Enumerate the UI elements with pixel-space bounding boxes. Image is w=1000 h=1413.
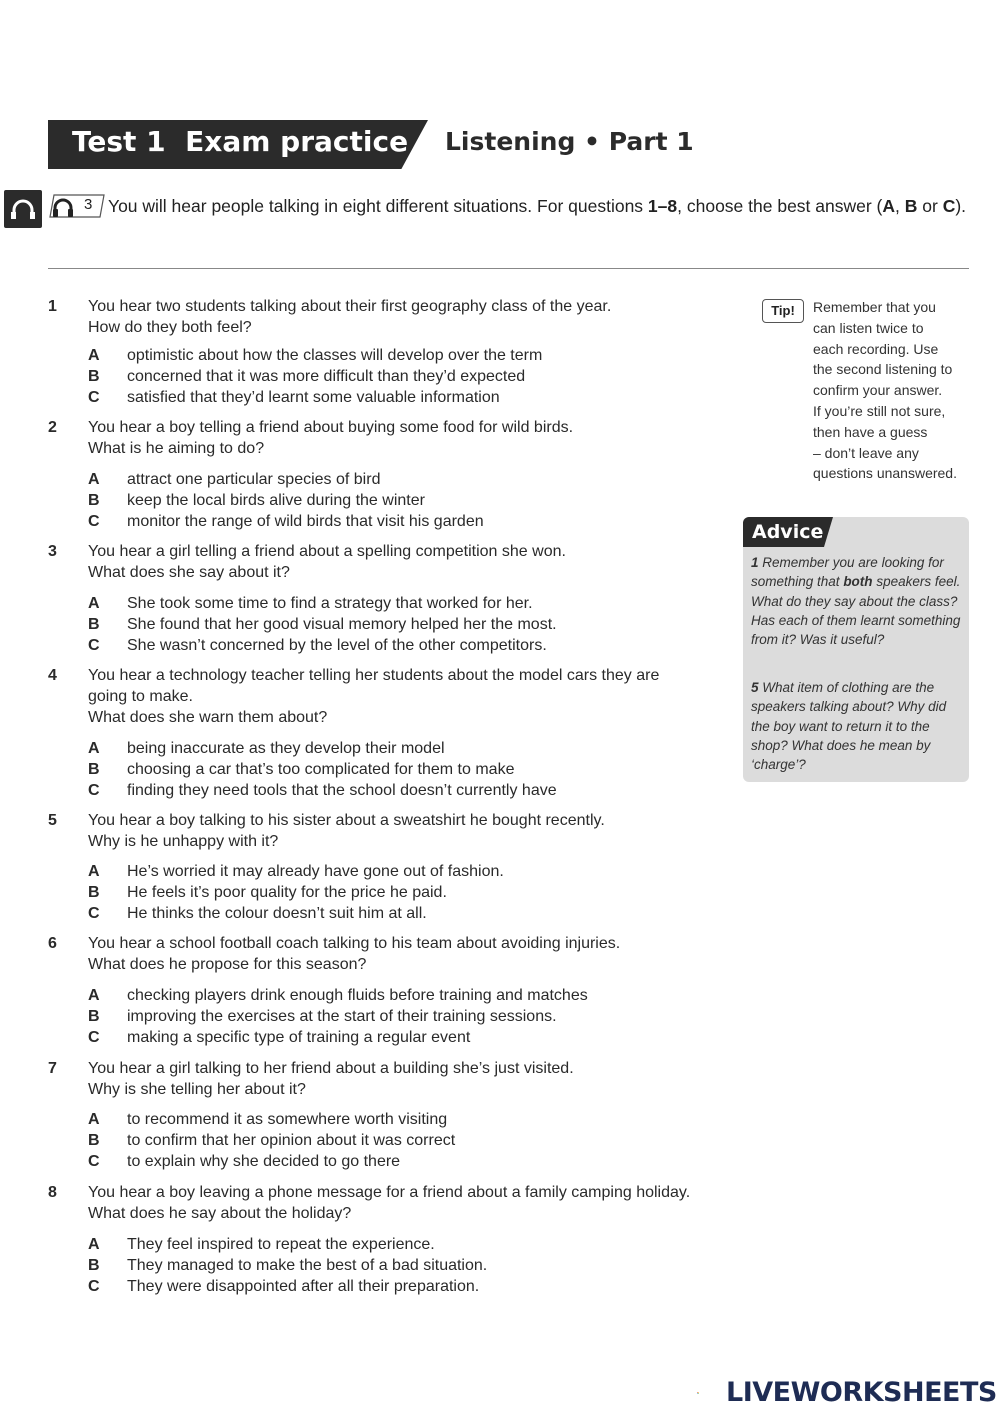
option-letter: A <box>88 740 100 757</box>
option-letter: C <box>88 1278 100 1295</box>
answer-option[interactable] <box>88 1255 748 1276</box>
answer-option[interactable] <box>88 387 748 408</box>
answer-options <box>88 1234 748 1297</box>
question-text-line: What does she say about it? <box>88 564 290 581</box>
question-text <box>88 665 748 728</box>
question-text-line: You hear a boy talking to his sister about a sweatshirt he bought recently. <box>88 812 605 829</box>
advice-text: What item of clothing are the speakers talking about? Why did the boy want to return it to the shop? What does he mean by ‘charge’? <box>751 680 947 773</box>
option-text: satisfied that they’d learnt some valuable information <box>127 389 500 406</box>
option-letter: A <box>88 347 100 364</box>
question-text-line: You hear a girl telling a friend about a spelling competition she won. <box>88 543 566 560</box>
option-letter: B <box>88 368 100 385</box>
option-text: making a specific type of training a regular event <box>127 1029 471 1046</box>
option-text: They were disappointed after all their preparation. <box>127 1278 480 1295</box>
question-number: 6 <box>48 935 57 952</box>
advice-text: speakers feel. What do they say about the class? Has each of them learnt something from it? Was it useful? <box>751 574 961 648</box>
instructions-text: or <box>917 196 943 216</box>
option-letter: B <box>88 1257 100 1274</box>
option-letter: A <box>88 471 100 488</box>
tip-text <box>813 297 978 484</box>
question-text-line: You hear two students talking about their first geography class of the year. <box>88 298 612 315</box>
question-text <box>88 541 748 583</box>
instructions-text: ). <box>955 196 967 216</box>
answer-options <box>88 593 748 656</box>
option-letter: C <box>88 389 100 406</box>
listening-side-tab <box>4 190 42 228</box>
answer-letter: C <box>942 196 956 216</box>
option-letter: B <box>88 492 100 509</box>
question-text <box>88 417 748 459</box>
option-letter: B <box>88 761 100 778</box>
answer-option[interactable] <box>88 490 748 511</box>
question-text-line: You hear a technology teacher telling her students about the model cars they are <box>88 667 660 684</box>
tip-line: – don’t leave any <box>813 444 919 461</box>
option-letter: B <box>88 884 100 901</box>
question-text-line: You hear a girl talking to her friend about a building she’s just visited. <box>88 1060 574 1077</box>
option-text: He’s worried it may already have gone out of fashion. <box>127 863 504 880</box>
option-text: She took some time to find a strategy that worked for her. <box>127 595 533 612</box>
tip-line: Remember that you <box>813 299 936 315</box>
answer-letter: A <box>882 196 896 216</box>
track-number: 3 <box>84 196 93 213</box>
option-text: monitor the range of wild birds that visit his garden <box>127 513 484 530</box>
option-letter: C <box>88 1029 100 1046</box>
tip-line: If you’re still not sure, <box>813 402 946 419</box>
tip-badge: Tip! <box>762 299 804 323</box>
liveworksheets-logo[interactable]: LIVEWORKSHEETS <box>726 1377 997 1408</box>
question-text-line: What does she warn them about? <box>88 709 328 726</box>
answer-option[interactable] <box>88 511 748 532</box>
answer-option[interactable] <box>88 1109 748 1130</box>
option-text: to confirm that her opinion about it was correct <box>127 1132 456 1149</box>
advice-text: Remember you are looking for something that <box>751 555 944 590</box>
instructions-text: , <box>895 196 905 216</box>
option-text: keep the local birds alive during the winter <box>127 492 425 509</box>
option-text: to explain why she decided to go there <box>127 1153 401 1170</box>
advice-title: Advice <box>752 521 824 543</box>
answer-option[interactable] <box>88 614 748 635</box>
option-text: He thinks the colour doesn’t suit him at all. <box>127 905 427 922</box>
advice-emphasis: both <box>843 574 873 590</box>
advice-item-5 <box>751 678 965 774</box>
question-text <box>88 1182 748 1224</box>
option-text: She wasn’t concerned by the level of the other competitors. <box>127 637 547 654</box>
option-text: improving the exercises at the start of their training sessions. <box>127 1008 557 1025</box>
question-text-line: What does he propose for this season? <box>88 956 367 973</box>
tip-line: can listen twice to <box>813 319 924 336</box>
option-letter: A <box>88 595 100 612</box>
answer-option[interactable] <box>88 1006 748 1027</box>
answer-options <box>88 345 748 408</box>
question-number: 7 <box>48 1060 57 1077</box>
question-text <box>88 933 748 975</box>
answer-option[interactable] <box>88 780 748 801</box>
option-text: checking players drink enough fluids before training and matches <box>127 987 588 1004</box>
option-letter: A <box>88 1111 100 1128</box>
answer-options <box>88 985 748 1048</box>
answer-option[interactable] <box>88 345 748 366</box>
option-letter: C <box>88 1153 100 1170</box>
option-text: to recommend it as somewhere worth visiting <box>127 1111 448 1128</box>
answer-option[interactable] <box>88 861 748 882</box>
divider <box>48 268 969 269</box>
option-text: concerned that it was more difficult than they’d expected <box>127 368 526 385</box>
answer-option[interactable] <box>88 759 748 780</box>
advice-question-number: 5 <box>751 680 759 695</box>
question-text-line: Why is he unhappy with it? <box>88 833 279 850</box>
question-number: 3 <box>48 543 57 560</box>
option-letter: A <box>88 987 100 1004</box>
question-text-line: You hear a boy leaving a phone message for a friend about a family camping holiday. <box>88 1184 691 1201</box>
tip-line: each recording. Use <box>813 340 939 357</box>
answer-option[interactable] <box>88 366 748 387</box>
tip-line: then have a guess <box>813 423 928 440</box>
answer-option[interactable] <box>88 469 748 490</box>
answer-option[interactable] <box>88 882 748 903</box>
option-text: being inaccurate as they develop their model <box>127 740 445 757</box>
question-text-line: You hear a school football coach talking to his team about avoiding injuries. <box>88 935 621 952</box>
option-text: They feel inspired to repeat the experience. <box>127 1236 435 1253</box>
question-number: 1 <box>48 298 57 315</box>
answer-options <box>88 469 748 532</box>
question-text-line: What does he say about the holiday? <box>88 1205 352 1222</box>
answer-option[interactable] <box>88 738 748 759</box>
option-letter: C <box>88 513 100 530</box>
question-number: 2 <box>48 419 57 436</box>
instructions <box>48 195 968 218</box>
answer-option[interactable] <box>88 593 748 614</box>
page-title: Test 1 Exam practice <box>72 125 409 158</box>
option-letter: B <box>88 616 100 633</box>
option-text: He feels it’s poor quality for the price he paid. <box>127 884 447 901</box>
question-text-line: Why is she telling her about it? <box>88 1081 306 1098</box>
option-text: optimistic about how the classes will develop over the term <box>127 347 543 364</box>
option-text: finding they need tools that the school doesn’t currently have <box>127 782 557 799</box>
option-text: choosing a car that’s too complicated for them to make <box>127 761 515 778</box>
answer-option[interactable] <box>88 1130 748 1151</box>
question-text-line: You hear a boy telling a friend about buying some food for wild birds. <box>88 419 574 436</box>
option-letter: C <box>88 782 100 799</box>
question-text-line: going to make. <box>88 688 193 705</box>
option-text: She found that her good visual memory helped her the most. <box>127 616 557 633</box>
section-title: Listening • Part 1 <box>445 127 694 156</box>
answer-option[interactable] <box>88 903 748 924</box>
question-number: 4 <box>48 667 57 684</box>
option-letter: B <box>88 1008 100 1025</box>
answer-option[interactable] <box>88 1276 748 1297</box>
option-letter: B <box>88 1132 100 1149</box>
option-letter: C <box>88 905 100 922</box>
liveworksheets-logo-icon <box>697 1377 725 1409</box>
answer-option[interactable] <box>88 1151 748 1172</box>
advice-question-number: 1 <box>751 555 759 570</box>
question-number: 5 <box>48 812 57 829</box>
tip-line: confirm your answer. <box>813 382 943 399</box>
question-text <box>88 810 748 852</box>
option-text: attract one particular species of bird <box>127 471 381 488</box>
tip-line: the second listening to <box>813 361 953 378</box>
advice-item-1 <box>751 553 965 649</box>
question-number: 8 <box>48 1184 57 1201</box>
instructions-text: , choose the best answer ( <box>677 196 883 216</box>
instructions-text: You will hear people talking in eight different situations. For questions <box>108 196 648 216</box>
answer-options <box>88 738 748 801</box>
answer-option[interactable] <box>88 985 748 1006</box>
tip-line: questions unanswered. <box>813 465 957 482</box>
question-text-line: How do they both feel? <box>88 319 252 336</box>
question-text-line: What is he aiming to do? <box>88 440 265 457</box>
answer-option[interactable] <box>88 635 748 656</box>
question-text <box>88 1058 748 1100</box>
option-letter: A <box>88 1236 100 1253</box>
option-letter: C <box>88 637 100 654</box>
answer-option[interactable] <box>88 1234 748 1255</box>
question-text <box>88 296 748 338</box>
answer-letter: B <box>904 196 918 216</box>
answer-options <box>88 861 748 924</box>
question-range: 1–8 <box>647 196 678 216</box>
answer-options <box>88 1109 748 1172</box>
option-letter: A <box>88 863 100 880</box>
headphones-icon <box>4 190 42 228</box>
option-text: They managed to make the best of a bad situation. <box>127 1257 488 1274</box>
answer-option[interactable] <box>88 1027 748 1048</box>
